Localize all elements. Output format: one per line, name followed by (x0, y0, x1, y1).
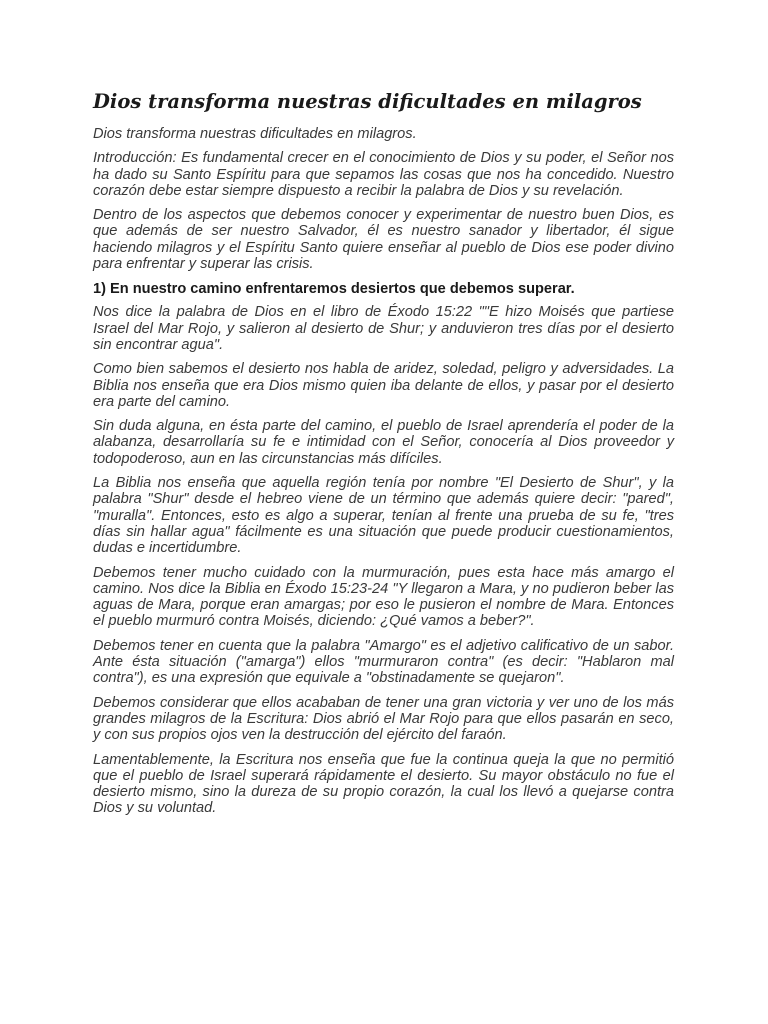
paragraph-murmuracion: Debemos tener mucho cuidado con la murmuración, pues esta hace más amargo el camino. Nos dice la Biblia en Éxodo 15:23-24 "Y llegaron a Mara, y no pudieron beber las aguas de Mara, porque eran amargas; por eso le pusieron el nombre de Mara. Entonces el pueblo murmuró contra Moisés, diciendo: ¿Qué vamos a beber?". (93, 564, 674, 630)
paragraph-aspects: Dentro de los aspectos que debemos conocer y experimentar de nuestro buen Dios, es que además de ser nuestro Salvador, él es nuestro sanador y libertador, él sigue haciendo milagros y el Espíritu Santo quiere enseñar al pueblo de Dios ese poder divino para enfrentar y superar las crisis. (93, 207, 674, 273)
document-page (93, 88, 674, 825)
document-title: Dios transforma nuestras dificultades en milagros (93, 90, 642, 113)
paragraph-lamentablemente: Lamentablemente, la Escritura nos enseña que fue la continua queja la que no permitió que el pueblo de Israel superará rápidamente el desierto. Su mayor obstáculo no fue el desierto mismo, sino la dureza de su propio corazón, la cual los llevó a quejarse contra Dios y su voluntad. (93, 751, 674, 817)
paragraph-shur: La Biblia nos enseña que aquella región tenía por nombre "El Desierto de Shur", y la palabra "Shur" desde el hebreo viene de un término que además quiere decir: "pared", "muralla". Entonces, esto es algo a superar, tenían al frente una prueba de su fe, "tres días sin hallar agua" fácilmente es una situación que puede producir cuestionamientos, dudas e incertidumbre. (93, 475, 674, 557)
paragraph-victoria: Debemos considerar que ellos acababan de tener una gran victoria y ver uno de los más grandes milagros de la Escritura: Dios abrió el Mar Rojo para que ellos pasarán en seco, y con sus propios ojos ven la destrucción del ejército del faraón. (93, 694, 674, 744)
paragraph-desierto: Como bien sabemos el desierto nos habla de aridez, soledad, peligro y adversidades. La Biblia nos enseña que era Dios mismo quien iba delante de ellos, y pasar por el desierto era parte del camino. (93, 361, 674, 410)
section-heading: 1) En nuestro camino enfrentaremos desiertos que debemos superar. (93, 281, 575, 298)
paragraph-introduction: Introducción: Es fundamental crecer en el conocimiento de Dios y su poder, el Señor nos ha dado su Santo Espíritu para que sepamos las cosas que nos ha concedido. Nuestro corazón debe estar siempre dispuesto a recibir la palabra de Dios y su revelación. (93, 150, 674, 199)
paragraph-intro-title: Dios transforma nuestras dificultades en milagros. (93, 126, 417, 142)
paragraph-exodo-15-22: Nos dice la palabra de Dios en el libro de Éxodo 15:22 ""E hizo Moisés que partiese Israel del Mar Rojo, y salieron al desierto de Shur; y anduvieron tres días por el desierto sin encontrar agua". (93, 304, 674, 353)
paragraph-sin-duda: Sin duda alguna, en ésta parte del camino, el pueblo de Israel aprendería el poder de la alabanza, desarrollaría su fe e intimidad con el Señor, conocería al Dios proveedor y todopoderoso, aun en las circunstancias más difíciles. (93, 418, 674, 467)
paragraph-amargo: Debemos tener en cuenta que la palabra "Amargo" es el adjetivo calificativo de un sabor. Ante ésta situación ("amarga") ellos "murmuraron contra" (es decir: "Hablaron mal contra"), es una expresión que equivale a "obstinadamente se quejaron". (93, 637, 674, 687)
